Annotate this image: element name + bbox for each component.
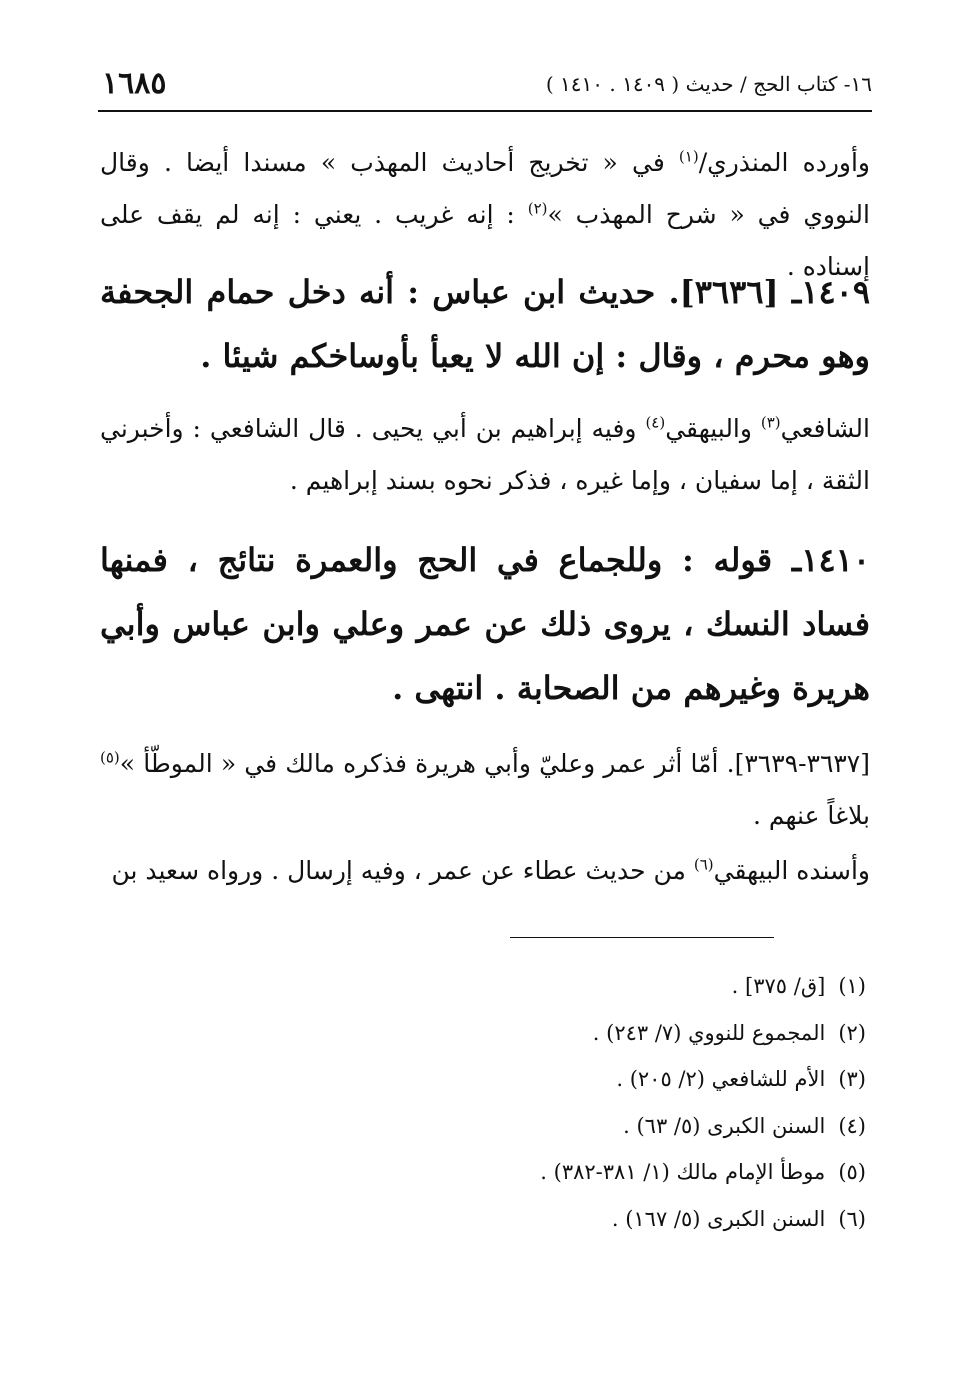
footnote-number: (٤) xyxy=(838,1113,866,1138)
footnote-ref-3: (٣) xyxy=(760,413,781,432)
footnote-text: السنن الكبرى (٥/ ١٦٧) . xyxy=(611,1206,826,1231)
footnote-ref-5: (٥) xyxy=(100,748,120,767)
footnote-number: (٥) xyxy=(838,1160,866,1185)
footnote-text: الأم للشافعي (٢/ ٢٠٥) . xyxy=(616,1067,826,1092)
footnote-item xyxy=(300,1149,866,1196)
footnote-ref-2: (٢) xyxy=(527,199,548,218)
footnote-ref-4: (٤) xyxy=(645,413,666,432)
paragraph-athar xyxy=(100,738,870,842)
paragraph-text: : إنه غريب . يعني : إنه لم يقف على إسناده . xyxy=(100,200,870,281)
paragraph-text: [٣٦٣٧-٣٦٣٩]. أمّا أثر عمر وعليّ وأبي هريرة فذكره مالك في « الموطّأ » xyxy=(119,749,870,778)
paragraph-text: من حديث عطاء عن عمر ، وفيه إرسال . ورواه سعيد بن xyxy=(111,856,694,885)
paragraph-shafii xyxy=(100,403,870,507)
paragraph-bayhaqi xyxy=(100,845,870,897)
footnote-item xyxy=(300,1196,866,1243)
footnote-ref-6: (٦) xyxy=(693,855,714,874)
footnote-item xyxy=(300,1056,866,1103)
paragraph-text: الشافعي xyxy=(780,414,870,443)
paragraph-text: وأورده المنذري/ xyxy=(698,148,870,177)
footnote-number: (٣) xyxy=(838,1067,866,1092)
running-head: ١٦- كتاب الحج / حديث ( ١٤٠٩ . ١٤١٠ ) xyxy=(545,72,872,96)
paragraph-text: بلاغاً عنهم . xyxy=(752,801,870,830)
footnote-item xyxy=(300,1103,866,1150)
footnote-item xyxy=(300,1010,866,1057)
footnote-ref-1: (١) xyxy=(678,147,699,166)
footnote-number: (٦) xyxy=(838,1206,866,1231)
hadith-1409: ١٤٠٩ـ [٣٦٣٦]. حديث ابن عباس : أنه دخل حمام الجحفة وهو محرم ، وقال : إن الله لا يعبأ بأوساخكم شيئا . xyxy=(100,273,871,375)
footnote-item xyxy=(300,963,866,1010)
hadith-1410: ١٤١٠ـ قوله : وللجماع في الحج والعمرة نتائج ، فمنها فساد النسك ، يروى ذلك عن عمر وعلي وابن عباس وأبي هريرة وغيرهم من الصحابة . انتهى . xyxy=(100,541,870,707)
paragraph-text: وفيه إبراهيم بن أبي يحيى . قال الشافعي : وأخبرني الثقة ، إما سفيان ، وإما غيره ، فذكر نحوه بسند إبراهيم . xyxy=(100,414,870,495)
footnote-separator xyxy=(510,937,774,938)
footnote-text: موطأ الإمام مالك (١/ ٣٨١-٣٨٢) . xyxy=(540,1160,826,1185)
paragraph-text: في « تخريج أحاديث المهذب » مسندا أيضا . وقال النووي في « شرح المهذب » xyxy=(100,148,870,229)
footnote-text: [ق/ ٣٧٥] . xyxy=(731,974,826,998)
paragraph-text: وأسنده البيهقي xyxy=(713,856,870,885)
footnote-number: (١) xyxy=(838,974,866,998)
page-number: ١٦٨٥ xyxy=(102,66,167,101)
paragraph-text: والبيهقي xyxy=(665,414,761,443)
page-header xyxy=(98,64,872,112)
footnote-number: (٢) xyxy=(838,1020,866,1045)
footnotes-list xyxy=(300,963,866,1243)
footnote-text: السنن الكبرى (٥/ ٦٣) . xyxy=(623,1113,826,1138)
footnote-text: المجموع للنووي (٧/ ٢٤٣) . xyxy=(592,1020,826,1045)
